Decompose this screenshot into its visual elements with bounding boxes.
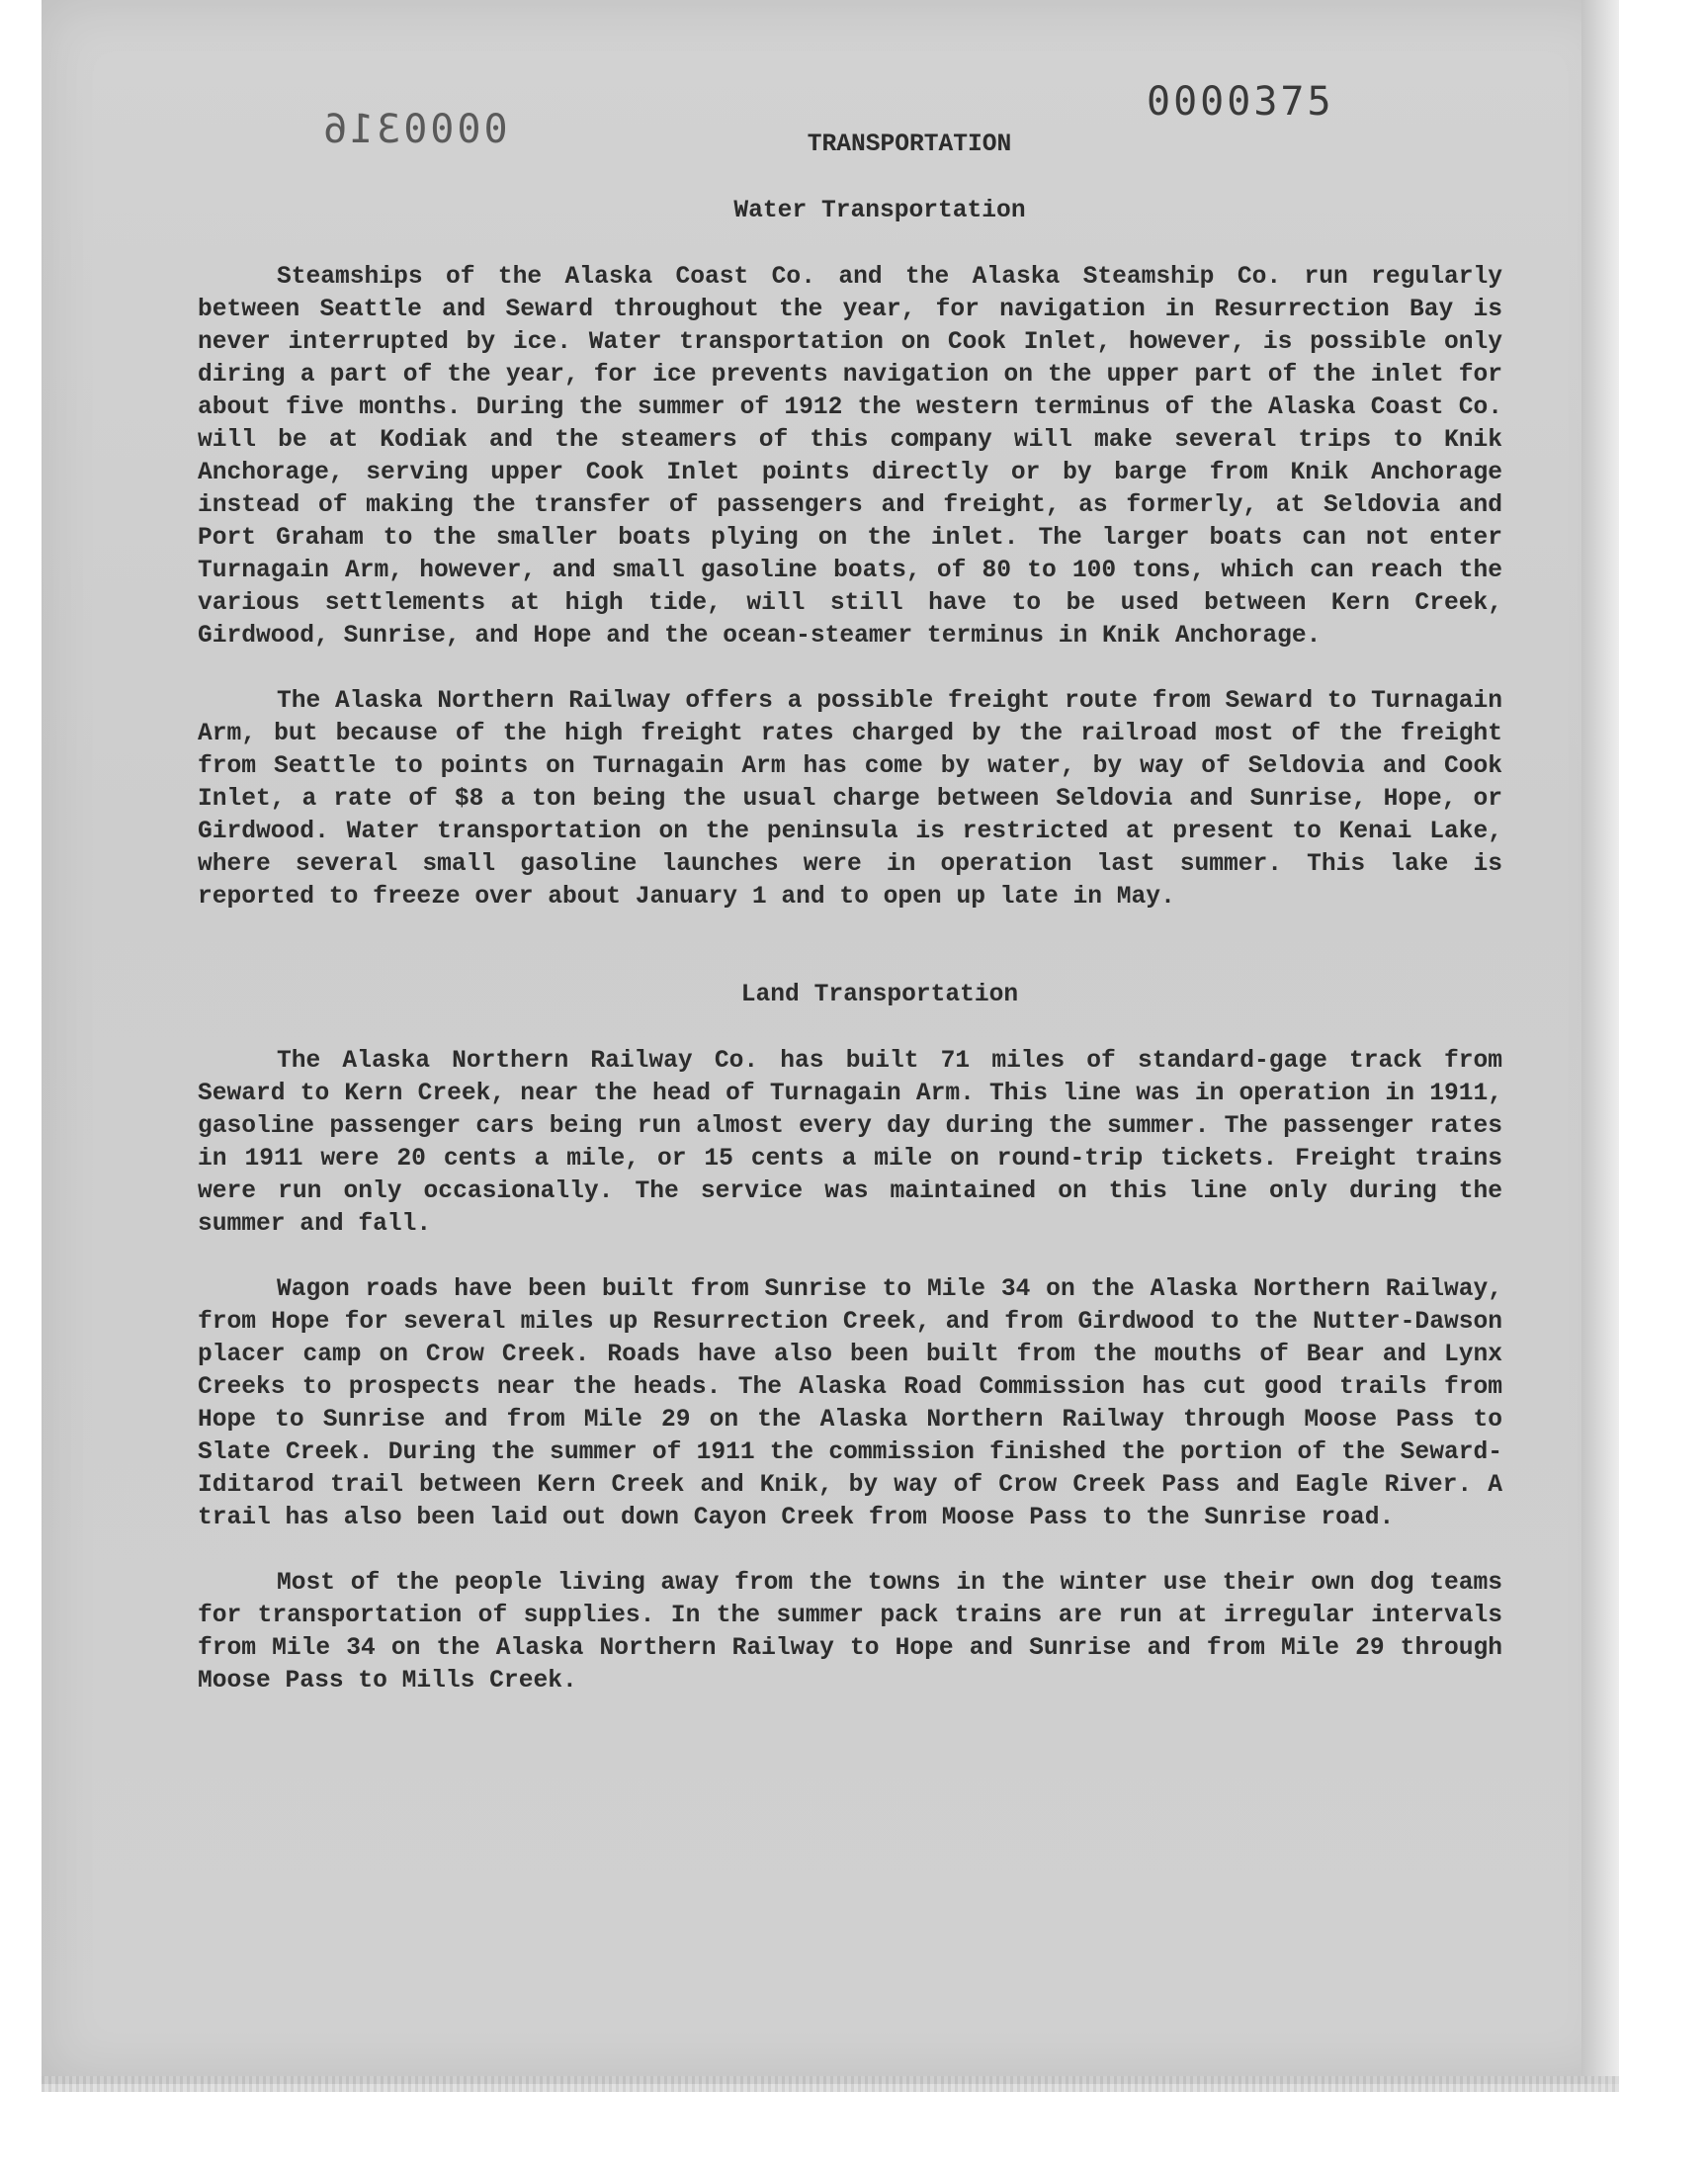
document-title: TRANSPORTATION [807, 131, 1012, 158]
page-number-stamp: 0000375 [1147, 79, 1334, 125]
paper-edge-shadow [1581, 0, 1619, 2084]
section-water-transportation [198, 195, 1502, 914]
section-heading: Water Transportation [733, 198, 1026, 224]
section-heading: Land Transportation [740, 982, 1019, 1008]
document-body [198, 129, 1502, 1730]
paragraph: Wagon roads have been built from Sunrise to Mile 34 on the Alaska Northern Railway, from Hope for several miles up Resurrection Creek, and from Girdwood to the Nutter-Dawson placer camp on Crow Creek. Roads have also been built from the mouths of Bear and Lynx Creeks to prospects near the heads. The Alaska Road Commission has cut good trails from Hope to Sunrise and from Mile 29 on the Alaska Northern Railway through Moose Pass to Slate Creek. During the summer of 1911 the commission finished the portion of the Seward-Iditarod trail between Kern Creek and Knik, by way of Crow Creek Pass and Eagle River. A trail has also been laid out down Cayon Creek from Moose Pass to the Sunrise road. [198, 1276, 1502, 1531]
paragraph: The Alaska Northern Railway offers a possible freight route from Seward to Turnagain Arm, but because of the high freight rates charged by the railroad most of the freight from Seattle to points on Turnagain Arm has come by water, by way of Seldovia and Cook Inlet, a rate of $8 a ton being the usual charge between Seldovia and Sunrise, Hope, or Girdwood. Water transportation on the peninsula is restricted at present to Kenai Lake, where several small gasoline launches were in operation last summer. This lake is reported to freeze over about January 1 and to open up late in May. [198, 688, 1502, 911]
paragraph: The Alaska Northern Railway Co. has built 71 miles of standard-gage track from Seward to Kern Creek, near the head of Turnagain Arm. This line was in operation in 1911, gasoline passenger cars being run almost every day during the summer. The passenger rates in 1911 were 20 cents a mile, or 15 cents a mile on round-trip tickets. Freight trains were run only occasionally. The service was maintained on this line only during the summer and fall. [198, 1048, 1502, 1238]
section-spacer [198, 946, 1502, 979]
paragraph: Most of the people living away from the towns in the winter use their own dog teams for transportation of supplies. In the summer pack trains are run at irregular intervals from Mile 34 on the Alaska Northern Railway to Hope and Sunrise and from Mile 29 through Moose Pass to Mills Creek. [198, 1570, 1502, 1695]
scan-bottom-band [42, 2076, 1619, 2092]
section-land-transportation [198, 979, 1502, 1697]
paragraph: Steamships of the Alaska Coast Co. and the Alaska Steamship Co. run regularly between Seattle and Seward throughout the year, for navigation in Resurrection Bay is never interrupted by ice. Water transportation on Cook Inlet, however, is possible only diring a part of the year, for ice prevents navigation on the upper part of the inlet for about five months. During the summer of 1912 the western terminus of the Alaska Coast Co. will be at Kodiak and the steamers of this company will make several trips to Knik Anchorage, serving upper Cook Inlet points directly or by barge from Knik Anchorage instead of making the transfer of passengers and freight, as formerly, at Seldovia and Port Graham to the smaller boats plying on the inlet. The larger boats can not enter Turnagain Arm, however, and small gasoline boats, of 80 to 100 tons, which can reach the various settlements at high tide, will still have to be used between Kern Creek, Girdwood, Sunrise, and Hope and the ocean-steamer terminus in Knik Anchorage. [198, 264, 1502, 650]
page-stamp-mirrored: 0000316 [320, 107, 508, 152]
